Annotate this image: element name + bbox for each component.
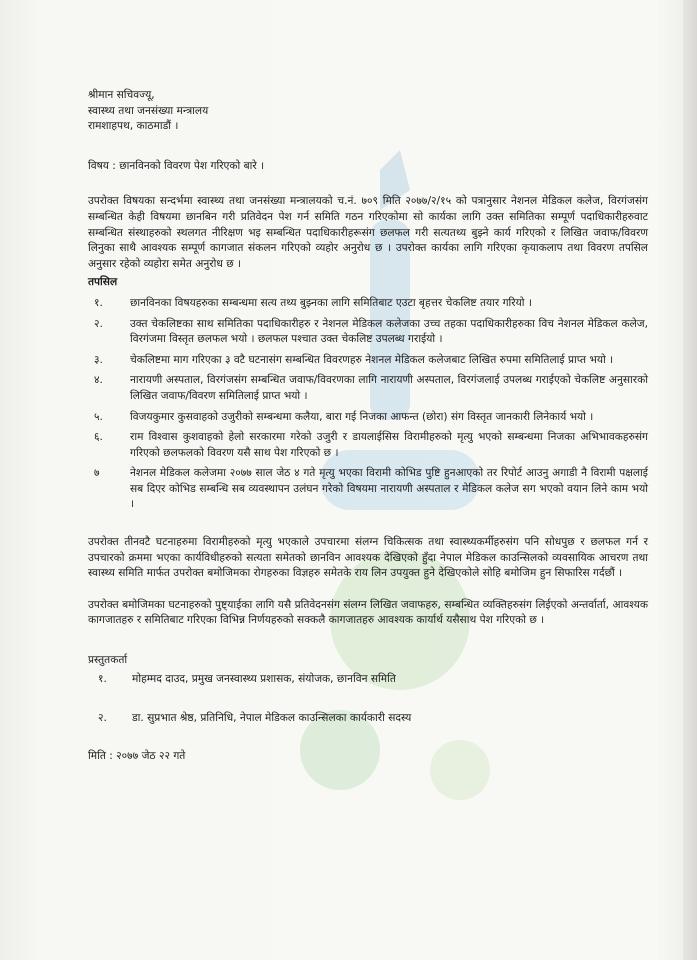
list-item-text: नेशनल मेडिकल कलेजमा २०७७ साल जेठ ४ गते मृत्यु भएका विरामी कोभिड पुष्टि हुनआएको तर रिपोर्ट आउनु अगाडी नै विरामी पक्षलाई सब दिएर कोभिड सम्बन्धि सब व्यवस्थापन उलंघन गरेको विषयमा नारायणी अस्पताल र मेडिकल कलेज सग भएको वयान लिने काम भयो । — [130, 467, 648, 511]
list-heading: तपसिल — [88, 276, 118, 289]
list-item-text: उक्त चेकलिष्टका साथ समितिका पदाधिकारीहरु र नेशनल मेडिकल कलेजका उच्च तहका पदाधिकारीहरुका विच नेशनल मेडिकल कलेज, विरगंजमा विस्तृत छलफल भयो । छलफल पश्चात उक्त चेकलिष्ट उपलब्ध गराईयो । — [130, 317, 648, 346]
list-item-number: २. — [94, 317, 103, 330]
subject-line: विषय : छानविनको विवरण पेश गरिएको बारे । — [88, 159, 265, 172]
date-line: मिति : २०७७ जेठ २२ गते — [88, 749, 186, 762]
presenter-number: १. — [98, 672, 107, 685]
presenter-row — [88, 672, 648, 688]
list-item-text: विजयकुमार कुसवाहको उजुरीको सम्बन्धमा कलैया, बारा गई निजका आफन्त (छोरा) संग विस्तृत जानकारी लिनेकार्य भयो । — [130, 410, 594, 423]
list-item-number: ३. — [94, 353, 103, 366]
address-line: श्रीमान सचिवज्यू, — [88, 89, 155, 101]
recipient-address — [88, 88, 648, 135]
list-item-text: छानविनका विषयहरुका सम्बन्धमा सत्य तथ्य बुझ्नका लागि समितिबाट एउटा बृहत्तर चेकलिष्ट तयार गरियो । — [130, 296, 532, 309]
list-item — [88, 353, 648, 369]
list-item-number: ४. — [94, 374, 103, 387]
list-item-number: ६. — [94, 431, 103, 444]
presenter-row — [88, 711, 648, 727]
list-item-number: ५. — [94, 410, 103, 423]
list-item-text: राम विश्वास कुशवाहको हेलो सरकारमा गरेको उजुरी र डायलाईसिस विरामीहरुको मृत्यु भएको सम्बन्धमा निजका अभिभावकहरुसंग गरिएको छलफलको विवरण यसै साथ पेश गरिएको छ । — [130, 431, 648, 459]
list-item — [88, 430, 648, 461]
presenter-text: मोहम्मद दाउद, प्रमुख जनस्वास्थ्य प्रशासक, संयोजक, छानविन समिति — [132, 672, 396, 685]
presenters-heading: प्रस्तुतकर्ता — [88, 654, 128, 667]
recommendation-paragraph: उपरोक्त तीनवटै घटनाहरुमा विरामीहरुको मृत्यु भएकाले उपचारमा संलग्न चिकित्सक तथा स्वास्थ्यकर्मीहरुसंग पनि सोधपुछ र छलफल गर्न र उपचारको क्रममा भएका कार्यविधीहरुको सत्यता समेतको छानविन आवश्यक देखिएको हुँदा नेपाल मेडिकल काउन्सिलको व्यवसायिक आचरण तथा स्वास्थ्य समिति मार्फत उपरोक्त बमोजिमका रोगहरुका विज्ञहरु समेतके राय लिन उपयुक्त हुने देखिएकोले सोहि बमोजिम हुन सिफारिस गर्दछौं । — [88, 536, 648, 580]
list-item — [88, 296, 648, 312]
list-item-text: नारायणी अस्पताल, विरगंजसंग सम्बन्धित जवाफ/विवरणका लागि नारायणी अस्पताल, विरगंजलाई उपलब्ध गराईएको चेकलिष्ट अनुसारको लिखित जवाफ/विवरण समितिलाई प्राप्त भयो । — [130, 374, 648, 402]
list-item-text: चेकलिष्टमा माग गरिएका ३ वटै घटनासंग सम्बन्धित विवरणहरु नेशनल मेडिकल कलेजबाट लिखित रुपमा समितिलाई प्राप्त भयो । — [130, 353, 614, 366]
letter-body — [88, 88, 648, 764]
presenter-text: डा. सुप्रभात श्रेष्ठ, प्रतिनिधि, नेपाल मेडिकल काउन्सिलका कार्यकारी सदस्य — [132, 712, 412, 725]
intro-paragraph: उपरोक्त विषयका सन्दर्भमा स्वास्थ्य तथा जनसंख्या मन्त्रालयको च.नं. ७०९ मिति २०७७/२/१५ को पत्रानुसार नेशनल मेडिकल कलेज, विरगंजसंग सम्बन्धित केही विषयमा छानबिन गरी प्रतिवेदन पेश गर्न समिति गठन गरिएकोमा सो कार्यका लागि उक्त समितिका सम्पूर्ण पदाधिकारीहरुवाट सम्बन्धित संस्थाहरुको स्थलगत नीरिक्षण भइ सम्बन्धित पदाधिकारीहरूसंग छलफल गरी सत्यतथ्य बुझ्ने कार्य गरिएको र लिखित जवाफ/विवरण लिनुका साथै आवश्यक सम्पूर्ण कागजात संकलन गरिएको व्यहोर अनुरोध छ । उपरोक्त कार्यका लागि गरिएका कृयाकलाप तथा विवरण तपसिल अनुसार रहेको व्यहोरा समेत अनुरोध छ । — [88, 195, 648, 270]
address-line: स्वास्थ्य तथा जनसंख्या मन्त्रालय — [88, 104, 209, 117]
list-item-number: १. — [94, 296, 103, 309]
presenter-number: २. — [98, 712, 107, 725]
list-item-number: ७ — [94, 467, 100, 480]
address-line: रामशाहपथ, काठमाडौं । — [88, 120, 179, 133]
list-item — [88, 466, 648, 513]
attachments-paragraph: उपरोक्त बमोजिमका घटनाहरुको पुष्ट्याईका लागि यसै प्रतिवेदनसंग संलग्न लिखित जवाफहरु, सम्बन्धित व्यक्तिहरुसंग लिईएको अन्तर्वार्ता, आवश्यक कागजातहरु र समितिबाट गरिएका विभिन्न निर्णयहरुको सक्कलै कागजातहरु आवश्यक कार्यार्थ यसैसाथ पेश गरिएको छ । — [88, 598, 648, 627]
scan-edge — [683, 0, 697, 960]
details-list — [88, 296, 648, 513]
list-item — [88, 410, 648, 426]
list-item — [88, 317, 648, 348]
list-item — [88, 373, 648, 404]
